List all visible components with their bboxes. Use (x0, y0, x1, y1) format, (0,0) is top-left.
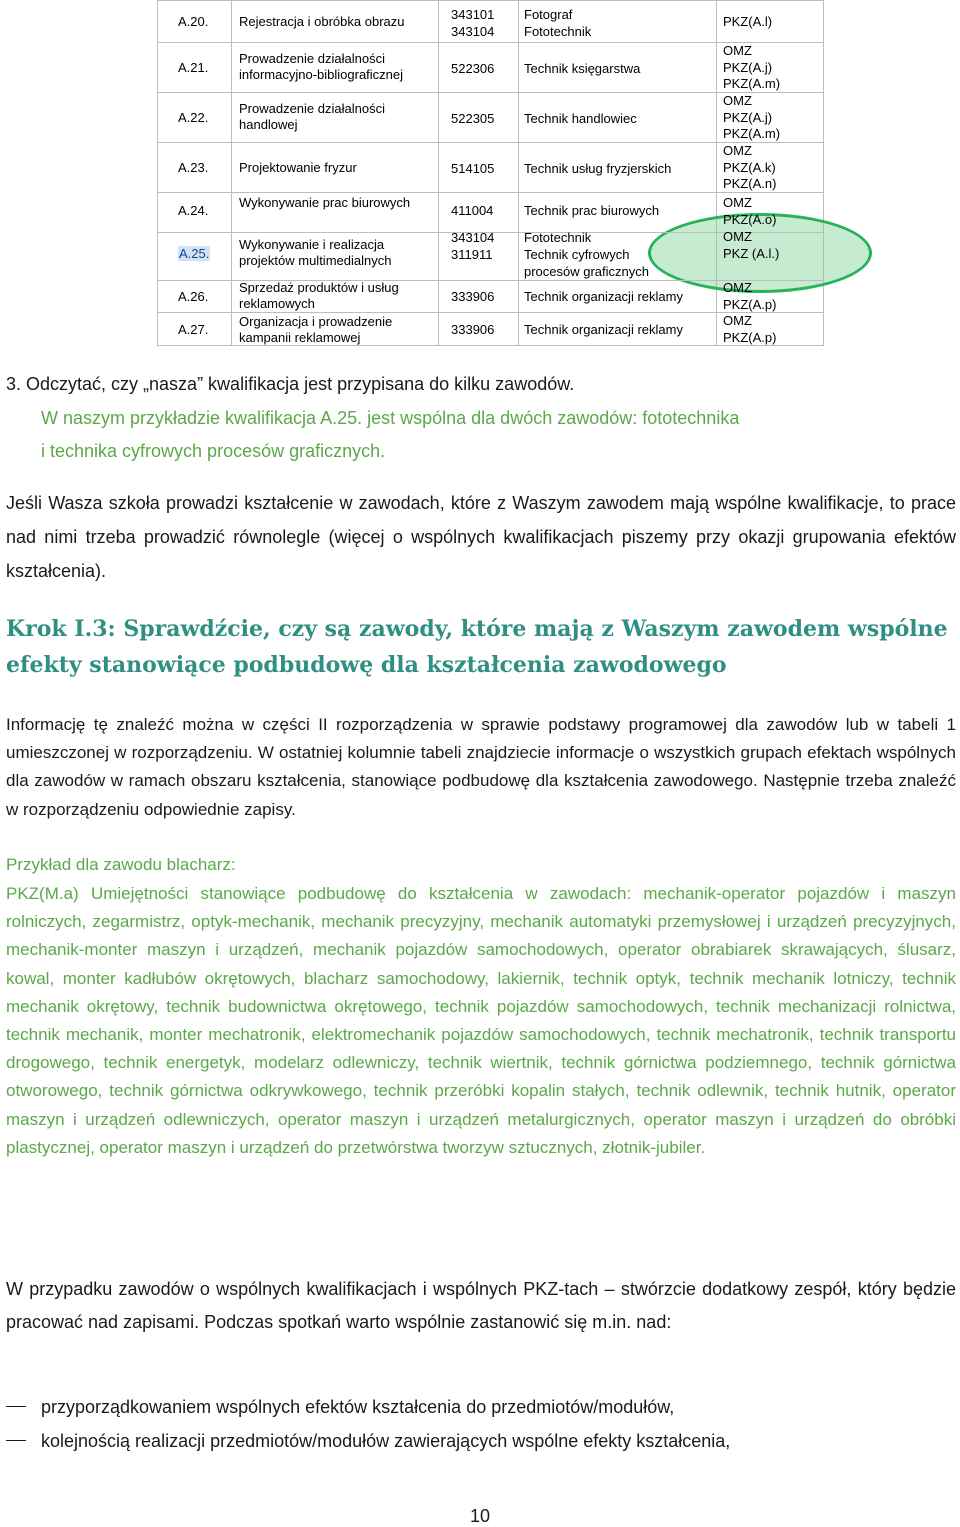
step3-line1: 3. Odczytać, czy „nasza” kwalifikacja jest przypisana do kilku zawodów. (6, 374, 575, 394)
pkz-codes: OMZ PKZ (A.l.) (723, 229, 780, 261)
qualification-name: Prowadzenie działalności handlowej (239, 101, 385, 132)
pkz-codes: OMZ PKZ(A.j) PKZ(A.m) (723, 93, 781, 141)
pkz-codes: OMZ PKZ(A.o) (723, 195, 777, 227)
example-label: Przykład dla zawodu blacharz: (6, 855, 236, 874)
profession-names: Fotograf Fototechnik (524, 7, 592, 39)
profession-codes: 522305 (451, 111, 495, 126)
profession-codes: 343101 343104 (451, 7, 495, 39)
paragraph-shared-qualifications: Jeśli Wasza szkoła prowadzi kształcenie w zawodach, które z Waszym zawodem mają wspólne kwalifikacje, to prace nad nimi trzeba prowadzić równolegle (więcej o wspólnych kwalifikacjach piszemy przy okazji grupowania efektów kształcenia). (6, 493, 956, 581)
page-number: 10 (469, 1506, 491, 1526)
table-row (158, 142, 823, 193)
profession-codes: 514105 (451, 161, 495, 176)
profession-names: Technik organizacji reklamy (524, 322, 683, 337)
profession-names: Technik księgarstwa (524, 61, 641, 76)
qualification-name: Wykonywanie prac biurowych (239, 195, 411, 210)
profession-codes: 333906 (451, 289, 495, 304)
profession-names: Technik usług fryzjerskich (524, 161, 672, 176)
table-row (158, 42, 823, 93)
qualification-code: A.23. (178, 160, 209, 175)
profession-names: Fototechnik Technik cyfrowych procesów graficznych (524, 230, 649, 279)
dash-bullet (6, 1406, 26, 1407)
profession-names: Technik handlowiec (524, 111, 637, 126)
table-row (158, 229, 823, 281)
qualification-code: A.22. (178, 110, 209, 125)
profession-codes: 411004 (451, 203, 494, 218)
pkz-codes: PKZ(A.l) (723, 14, 773, 29)
paragraph-info: Informację tę znaleźć można w części II rozporządzenia w sprawie podstawy programowej dla zawodów lub w tabeli 1 umieszczonej w rozporządzeniu. W ostatniej kolumnie tabeli znajdziecie informacje o wszystkich grupach efektach wspólnych dla zawodów w ramach obszaru kształcenia, stanowiące podbudowę dla kształcenia zawodowego. Następnie trzeba znaleźć w rozporządzeniu odpowiednie zapisy. (6, 715, 956, 819)
paragraph-team: W przypadku zawodów o wspólnych kwalifikacjach i wspólnych PKZ-tach – stwórzcie dodatkowy zespół, który będzie pracować nad zapisami. Podczas spotkań warto wspólnie zastanowić się m.in. nad: (6, 1279, 956, 1332)
table-row (158, 312, 823, 346)
pkz-codes: OMZ PKZ(A.j) PKZ(A.m) (723, 43, 781, 91)
example-text: PKZ(M.a) Umiejętności stanowiące podbudowę do kształcenia w zawodach: mechanik-operator pojazdów i maszyn rolniczych, zegarmistrz, optyk-mechanik, mechanik precyzyjny, mechanik automatyki przemysłowej i urządzeń precyzyjnych, mechanik-monter maszyn i urządzeń, mechanik pojazdów samochodowych, operator obrabiarek skrawających, ślusarz, kowal, monter kadłubów okrętowych, blacharz samochodowy, lakiernik, technik optyk, technik mechanik lotniczy, technik mechanik okrętowy, technik budownictwa okrętowego, technik pojazdów samochodowych, technik mechanizacji rolnictwa, technik mechanik, monter mechatronik, elektromechanik pojazdów samochodowych, technik mechatronik, technik transportu drogowego, technik energetyk, modelarz odlewniczy, technik wiertnik, technik górnictwa podziemnego, technik górnictwa otworowego, technik górnictwa odkrywkowego, technik przeróbki kopalin stałych, technik odlewnik, technik hutnik, operator maszyn i urządzeń odlewniczych, operator maszyn i urządzeń metalurgicznych, operator maszyn i urządzeń do obróbki plastycznej, operator maszyn i urządzeń do przetwórstwa tworzyw sztucznych, złotnik-jubiler. (6, 884, 956, 1157)
profession-codes: 522306 (451, 61, 495, 76)
qualification-code: A.21. (178, 60, 209, 75)
qualification-name: Prowadzenie działalności informacyjno-bibliograficznej (239, 51, 404, 82)
qualification-name: Sprzedaż produktów i usług reklamowych (239, 280, 399, 311)
profession-codes: 333906 (451, 322, 495, 337)
dash-bullet (6, 1440, 26, 1441)
table-row (158, 92, 823, 143)
step3-example-line: W naszym przykładzie kwalifikacja A.25. jest wspólna dla dwóch zawodów: fototechnika (41, 408, 740, 428)
table-row (158, 0, 823, 43)
pkz-codes: OMZ PKZ(A.p) (723, 280, 777, 312)
qualification-code: A.20. (178, 14, 209, 29)
step3-example-line: i technika cyfrowych procesów graficznych. (41, 441, 386, 461)
qualification-name: Wykonywanie i realizacja projektów multimedialnych (239, 237, 392, 268)
profession-codes: 343104 311911 (451, 230, 495, 262)
qualification-code: A.25. (179, 246, 210, 261)
qualification-name: Organizacja i prowadzenie kampanii reklamowej (239, 314, 393, 345)
qualification-code: A.26. (178, 289, 209, 304)
table-row (158, 280, 823, 313)
qualification-table (157, 0, 824, 346)
profession-names: Technik prac biurowych (524, 203, 660, 218)
table-row (158, 192, 823, 233)
qualification-name: Projektowanie fryzur (239, 160, 357, 175)
qualification-name: Rejestracja i obróbka obrazu (239, 14, 405, 29)
profession-names: Technik organizacji reklamy (524, 289, 683, 304)
qualification-code: A.27. (178, 322, 209, 337)
pkz-codes: OMZ PKZ(A.k) PKZ(A.n) (723, 143, 777, 191)
qualification-code: A.24. (178, 203, 209, 218)
pkz-codes: OMZ PKZ(A.p) (723, 313, 777, 345)
section-heading: Krok I.3: Sprawdźcie, czy są zawody, które mają z Waszym zawodem wspólne efekty stanowiące podbudowę dla kształcenia zawodowego (6, 616, 948, 678)
